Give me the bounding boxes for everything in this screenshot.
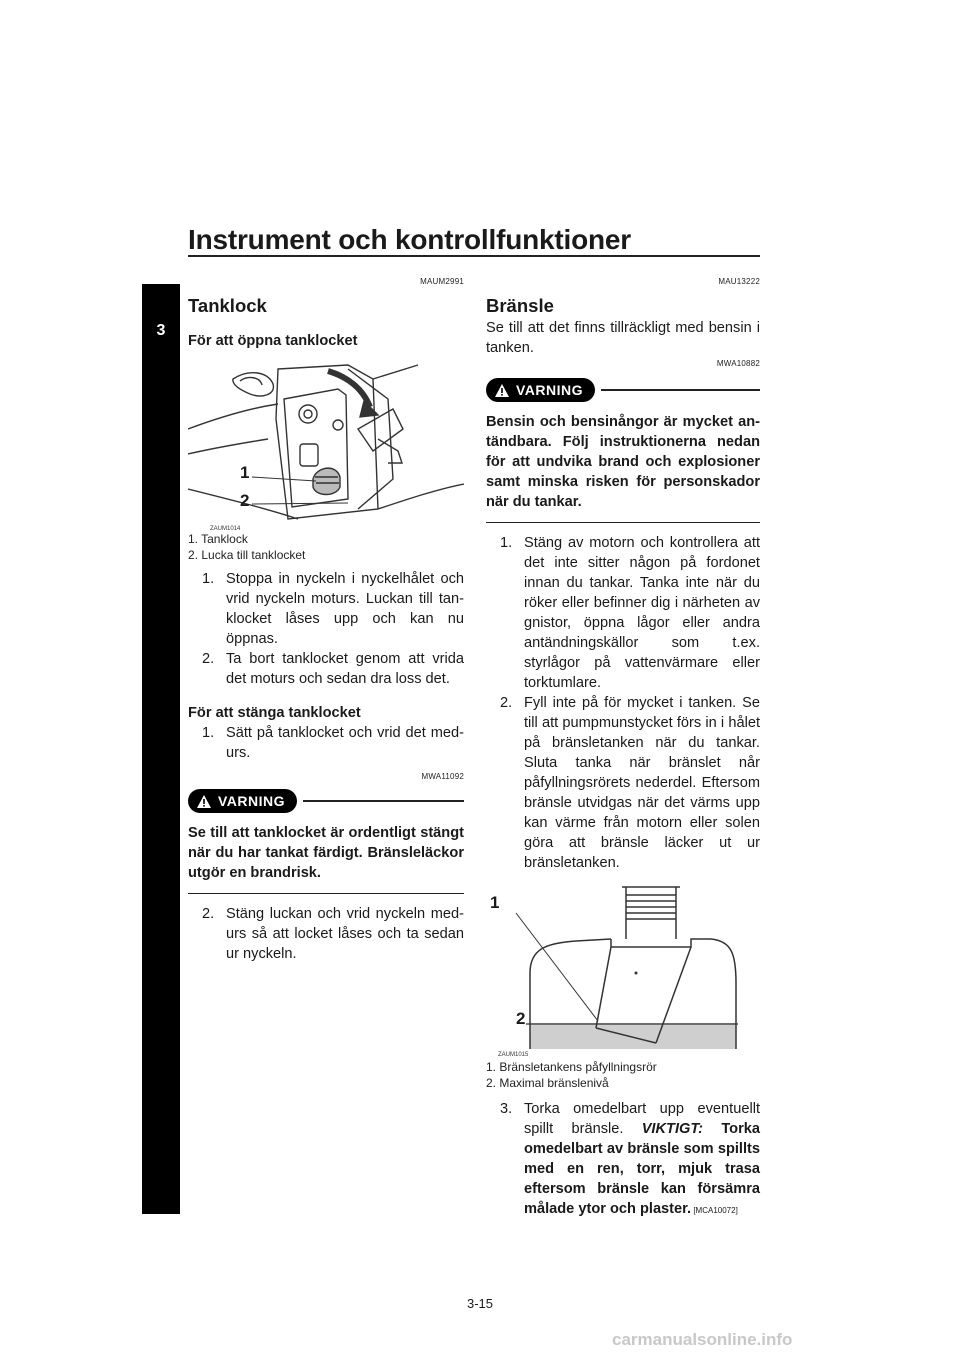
intro-text: Se till att det finns tillräckligt med bensin i tanken.	[486, 320, 760, 356]
figure-code: ZAUM1014	[210, 526, 241, 532]
list-item	[188, 649, 464, 689]
important-text: Torka omedelbart av bränsle som spillts med en ren, torr, mjuk trasa eftersom bränsle kan försämra målade ytor och plaster.	[524, 1121, 760, 1217]
callout-1: 1	[240, 463, 250, 482]
section-code: MAU13222	[718, 277, 760, 286]
callout-2: 2	[516, 1009, 526, 1028]
chapter-number: 3	[156, 322, 166, 339]
warning-bar	[188, 789, 464, 813]
caption-2: 2. Lucka till tanklocket	[188, 548, 306, 562]
step-text: Ta bort tanklocket genom att vrida det moturs och sedan dra loss det.	[226, 651, 464, 687]
caption-2: 2. Maximal bränslenivå	[486, 1076, 609, 1090]
step-number: 3.	[500, 1101, 513, 1117]
tank-cap-illustration	[188, 359, 464, 531]
fuel-steps-continued	[486, 1099, 760, 1221]
warning-text: Se till att tanklocket är ordentligt stängt när du har tankat färdigt. Bränsleläckor utgör en brandrisk.	[188, 825, 464, 881]
step-text: Stäng av motorn och kontrollera att det inte sitter någon på fordonet innan du tankar. Tanka inte när du röker eller befinner dig i närheten av gnistor, öppna lågor eller andra antändningskällor som t.ex. styrlågor på vattenvärmare eller torktumlare.	[524, 535, 760, 691]
step-text: Stäng luckan och vrid nyckeln medurs så att locket låses och ta sedan ur nyckeln.	[226, 906, 464, 962]
step-text: Torka omedelbart upp eventuellt spillt bränsle.	[524, 1101, 760, 1137]
list-item	[486, 693, 760, 873]
figure-code: ZAUM1015	[498, 1052, 529, 1058]
watermark: carmanualsonline.info	[612, 1330, 793, 1349]
warning-triangle-icon	[196, 794, 212, 809]
callout-2: 2	[240, 491, 250, 510]
chapter-tab	[142, 284, 180, 1214]
warning-end-rule	[188, 893, 464, 894]
step-text: Sätt på tanklocket och vrid det medurs.	[226, 725, 464, 761]
list-item	[486, 533, 760, 693]
warning-bar	[486, 378, 760, 402]
warning-badge	[486, 378, 595, 402]
step-text: Stoppa in nyckeln i nyckelhålet och vrid nyckeln moturs. Luckan till tanklocket låses upp och kan nu öppnas.	[226, 571, 464, 647]
subheading-open: För att öppna tanklocket	[188, 333, 358, 349]
list-item	[188, 569, 464, 649]
close-steps	[188, 723, 464, 763]
left-column	[188, 272, 464, 964]
caption-1: 1. Tanklock	[188, 532, 248, 546]
important-label: VIKTIGT:	[641, 1121, 704, 1137]
warning-text: Bensin och bensinångor är mycket antändbara. Följ instruktionerna nedan för att undvika brand och explosioner samt minska risken för personskador när du tankar.	[486, 414, 760, 510]
warning-badge	[188, 789, 297, 813]
list-item	[188, 904, 464, 964]
right-column	[486, 272, 760, 1221]
subheading-close: För att stänga tanklocket	[188, 705, 361, 721]
figure-tank-cap	[188, 359, 464, 531]
step-number: 1.	[500, 535, 513, 551]
warning-rule	[601, 389, 760, 391]
warning-rule	[303, 800, 464, 802]
section-heading-bransle: Bränsle	[486, 295, 554, 316]
warning-label: VARNING	[516, 382, 584, 398]
fuel-tank-illustration	[486, 883, 760, 1055]
step-code: [MCA10072]	[691, 1206, 738, 1215]
page-number: 3-15	[466, 1296, 494, 1311]
warning-label: VARNING	[218, 793, 286, 809]
list-item	[188, 723, 464, 763]
warning-code: MWA11092	[421, 772, 464, 781]
list-item	[486, 1099, 760, 1221]
step-number: 2.	[500, 695, 513, 711]
step-number: 1.	[202, 571, 215, 587]
warning-triangle-icon	[494, 383, 510, 398]
page-title: Instrument och kontrollfunktioner	[188, 224, 631, 255]
title-rule	[188, 255, 760, 257]
fuel-steps	[486, 533, 760, 873]
section-code: MAUM2991	[420, 277, 464, 286]
caption-1: 1. Bränsletankens påfyllningsrör	[486, 1060, 657, 1074]
step-text: Fyll inte på för mycket i tanken. Se till att pumpmunstycket förs in i hålet på bränsletanken när du tankar. Sluta tanka när bränslet når påfyllningsrörets nederdel. Eftersom bränsle utvidgas när det värms upp kan värme från motorn eller solen göra att bränsle läcker ut ur bränsletanken.	[524, 695, 760, 871]
warning-end-rule	[486, 522, 760, 523]
step-number: 2.	[202, 651, 215, 667]
open-steps	[188, 569, 464, 689]
figure-fuel-level	[486, 883, 760, 1058]
step-number: 2.	[202, 906, 215, 922]
close-steps-continued	[188, 904, 464, 964]
step-number: 1.	[202, 725, 215, 741]
callout-1: 1	[490, 893, 500, 912]
section-heading-tanklock: Tanklock	[188, 295, 267, 316]
warning-code: MWA10882	[716, 359, 760, 368]
